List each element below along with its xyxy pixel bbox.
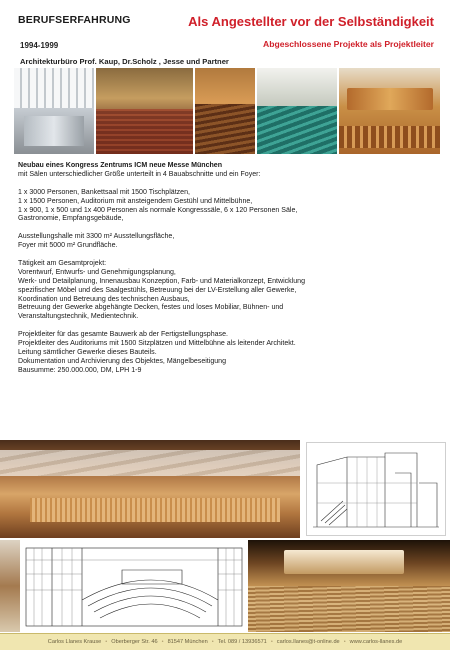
header — [18, 14, 434, 64]
footer-city: 81547 München — [167, 639, 208, 645]
footer-separator: • — [211, 639, 214, 645]
role-line: Leitung sämtlicher Gewerke dieses Bauteils. — [18, 348, 157, 356]
role-line: Projektleiter für das gesamte Bauwerk ab der Fertigstellungsphase. — [18, 331, 228, 339]
reception-counter-photo — [339, 68, 441, 154]
project-description — [18, 162, 432, 376]
firm-name: Architekturbüro Prof. Kaup, Dr.Scholz , Jesse und Partner — [20, 57, 229, 66]
photo-strip-top — [14, 68, 440, 154]
section-drawing — [306, 442, 446, 536]
auditorium-hall-photo — [248, 540, 450, 632]
area-line: Foyer mit 5000 m² Grundfläche. — [18, 242, 118, 250]
capacity-line: 1 x 3000 Personen, Bankettsaal mit 1500 Tischplätzen, — [18, 188, 190, 196]
footer-phone: Tel. 089 / 13936571 — [217, 639, 267, 645]
task-line: Veranstaltungstechnik, Medientechnik. — [18, 313, 139, 321]
footer-separator: • — [161, 639, 164, 645]
auditorium-seating-photo — [195, 68, 255, 154]
project-title: Neubau eines Kongress Zentrums ICM neue Messe München — [18, 162, 223, 169]
area-line: Ausstellungshalle mit 3300 m² Ausstellungsfläche, — [18, 233, 175, 241]
congress-hall-photo — [257, 68, 337, 154]
footer-email: carlos.llanes@t-online.de — [276, 639, 340, 645]
photo-strip-bottom — [0, 540, 450, 632]
floor-plan-drawing — [22, 540, 246, 632]
stage-area — [284, 550, 404, 574]
task-line: Vorentwurf, Entwurfs- und Genehmigungsplanung, — [18, 268, 176, 276]
footer-name: Carlos Llanes Krause — [47, 639, 102, 645]
project-intro: mit Sälen unterschiedlicher Größe unterteilt in 4 Bauabschnitte und ein Foyer: — [18, 170, 261, 178]
capacity-line: Gastronomie, Empfangsgebäude, — [18, 215, 124, 223]
task-line: Werk- und Detailplanung, Innenausbau Konzeption, Farb- und Materialkonzept, Entwicklung — [18, 277, 306, 285]
footer-separator: • — [343, 639, 346, 645]
banquet-hall-photo — [96, 68, 194, 154]
section-drawing-lines — [307, 443, 445, 535]
budget-line: Bausumme: 250.000.000, DM, LPH 1-9 — [18, 366, 142, 374]
role-line: Dokumentation und Archivierung des Objektes, Mängelbeseitigung — [18, 357, 227, 365]
task-line: Tätigkeit am Gesamtprojekt: — [18, 259, 107, 267]
role-line: Projektleiter des Auditoriums mit 1500 Sitzplätzen und Mittelbühne als leitender Architekt. — [18, 340, 296, 348]
section-label: BERUFSERFAHRUNG — [18, 14, 131, 26]
task-line: Betreuung der Gewerke abgehängte Decken, festes und loses Mobiliar, Bühnen- und — [18, 304, 284, 312]
photo-strip-middle — [0, 440, 450, 538]
floor-plan-lines — [22, 540, 246, 632]
capacity-line: 1 x 900, 1 x 500 und 1x 400 Personen als normale Kongresssäle, 6 x 120 Personen Säle, — [18, 206, 298, 214]
footer-separator: • — [105, 639, 108, 645]
footer-website: www.carlos-llanes.de — [349, 639, 403, 645]
headline: Als Angestellter vor der Selbständigkeit — [188, 14, 434, 29]
task-line: Koordination und Betreuung des technischen Ausbaus, — [18, 295, 190, 303]
detail-photo — [0, 540, 20, 632]
auditorium-photo — [0, 440, 300, 538]
footer-separator: • — [270, 639, 273, 645]
contact-footer — [0, 633, 450, 650]
capacity-line: 1 x 1500 Personen, Auditorium mit ansteigendem Gestühl und Mittelbühne, — [18, 197, 253, 205]
footer-street: Oberberger Str. 46 — [111, 639, 158, 645]
subheadline: Abgeschlossene Projekte als Projektleiter — [263, 39, 434, 49]
period: 1994-1999 — [20, 41, 59, 50]
task-line: spezifischer Möbel und des Saalgestühls, Betreuung bei der LV-Erstellung aller Gewerke, — [18, 286, 297, 294]
foyer-photo — [14, 68, 94, 154]
